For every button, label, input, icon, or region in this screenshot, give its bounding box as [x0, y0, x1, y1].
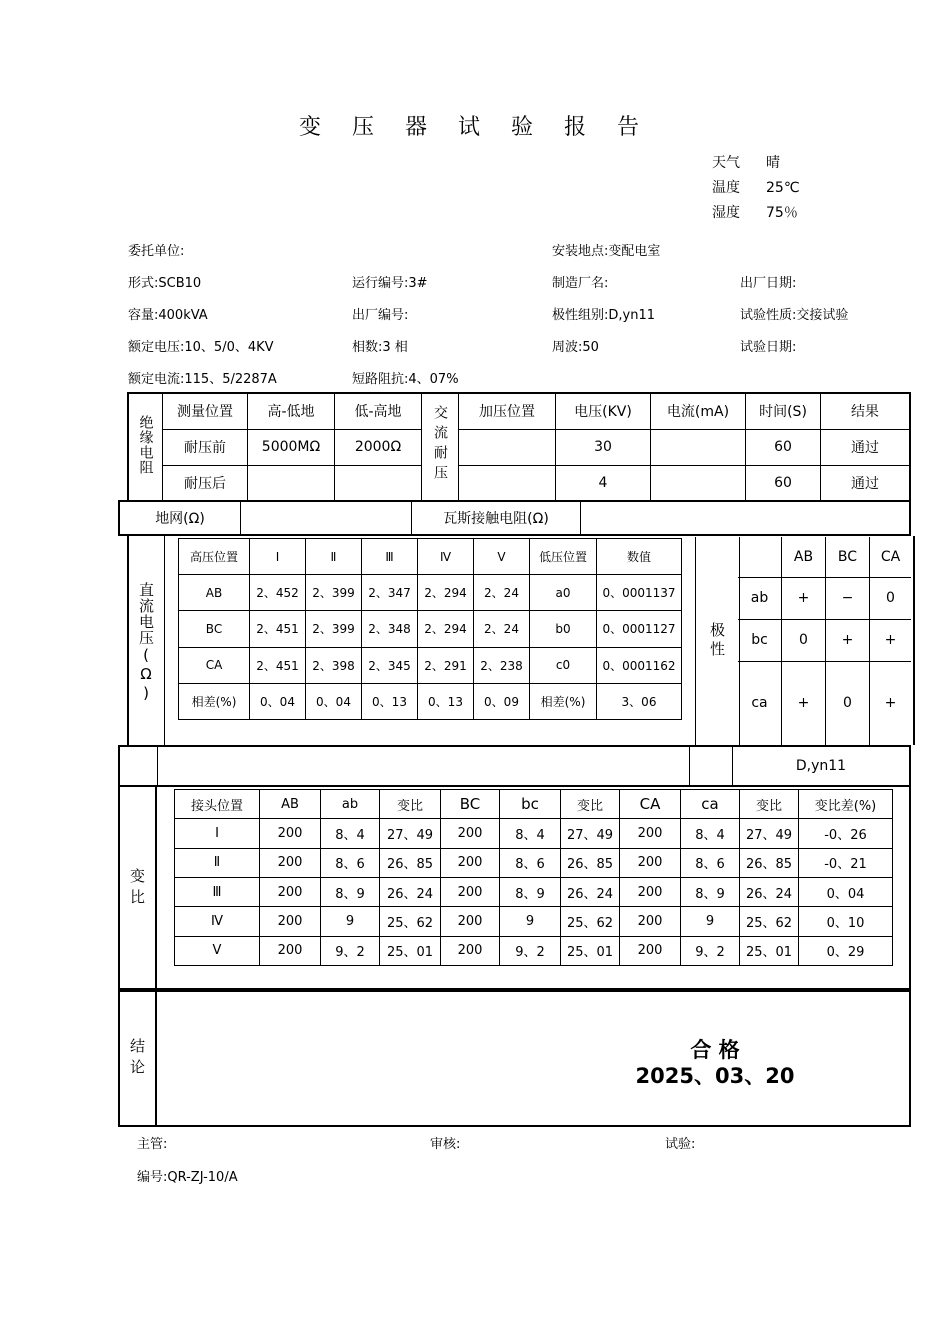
- cell: 25、01: [740, 936, 799, 965]
- document-code: 编号:QR-ZJ-10/A: [137, 1170, 238, 1185]
- cell: 0: [826, 661, 870, 745]
- polarity-corner: [738, 537, 782, 577]
- cell: 8、6: [500, 848, 561, 877]
- dc-header: Ⅲ: [362, 539, 418, 575]
- header-high-low: 高-低地: [248, 393, 335, 429]
- cell: 9、2: [321, 936, 380, 965]
- cell-voltage: 4: [556, 465, 651, 501]
- cell: 26、24: [561, 877, 620, 906]
- cell: 200: [441, 877, 500, 906]
- table-row: [738, 577, 911, 619]
- cell: 25、62: [561, 907, 620, 936]
- table-row: [179, 647, 682, 683]
- cell-current: [651, 429, 746, 465]
- cell: Ⅰ: [175, 819, 260, 848]
- table-row: [179, 575, 682, 611]
- cell: 27、49: [740, 819, 799, 848]
- capacity: 容量:400kVA: [128, 308, 208, 323]
- cell: -0、26: [799, 819, 893, 848]
- cell: 200: [620, 936, 681, 965]
- table-row: [128, 465, 910, 501]
- cell: +: [826, 619, 870, 661]
- cell-time: 60: [746, 429, 821, 465]
- header-apply-position: 加压位置: [459, 393, 556, 429]
- cell: 26、85: [740, 848, 799, 877]
- cell: 25、01: [561, 936, 620, 965]
- polarity-header: AB: [782, 537, 826, 577]
- conclusion-result: 合 格: [690, 1038, 740, 1062]
- cell: 200: [620, 848, 681, 877]
- cell-voltage: 30: [556, 429, 651, 465]
- header-measure-position: 测量位置: [163, 393, 248, 429]
- cell: 26、85: [561, 848, 620, 877]
- cell: 9: [500, 907, 561, 936]
- ratio-header: 变比: [380, 790, 441, 819]
- polarity-table: [738, 537, 911, 745]
- weather-value: 晴: [766, 155, 780, 171]
- cell: 8、4: [321, 819, 380, 848]
- cell: 3、06: [597, 683, 682, 719]
- cell: 2、291: [418, 647, 474, 683]
- cell: +: [870, 619, 912, 661]
- cell: 0、04: [250, 683, 306, 719]
- ratio-header: ab: [321, 790, 380, 819]
- cell: 8、6: [681, 848, 740, 877]
- cell: 200: [260, 848, 321, 877]
- cell: 相差(%): [530, 683, 597, 719]
- polarity-header: BC: [826, 537, 870, 577]
- run-number: 运行编号:3#: [352, 276, 428, 291]
- ratio-header: 变比差(%): [799, 790, 893, 819]
- rated-current: 额定电流:115、5/2287A: [128, 372, 277, 387]
- cell: 0、0001127: [597, 611, 682, 647]
- ratio-section-label: 变比: [128, 867, 146, 910]
- polarity-section-label: 极性: [695, 537, 740, 745]
- test-nature: 试验性质:交接试验: [740, 308, 849, 323]
- cell: 8、9: [321, 877, 380, 906]
- cell: Ⅱ: [175, 848, 260, 877]
- header-current: 电流(mA): [651, 393, 746, 429]
- cell: 2、399: [306, 575, 362, 611]
- cell: c0: [530, 647, 597, 683]
- ratio-header: 接头位置: [175, 790, 260, 819]
- cell: 200: [620, 907, 681, 936]
- cell: 2、294: [418, 611, 474, 647]
- table-row: [175, 848, 893, 877]
- cell: +: [782, 661, 826, 745]
- dc-section-label: 直流电压(Ω): [137, 582, 155, 703]
- cell: bc: [738, 619, 782, 661]
- table-row: [738, 661, 911, 745]
- dc-header: Ⅴ: [474, 539, 530, 575]
- table-row: [175, 907, 893, 936]
- cell: 9: [321, 907, 380, 936]
- cell-current: [651, 465, 746, 501]
- cell: 0、10: [799, 907, 893, 936]
- factory-number: 出厂编号:: [352, 308, 409, 323]
- ratio-header: 变比: [561, 790, 620, 819]
- ratio-header: AB: [260, 790, 321, 819]
- cell: 2、452: [250, 575, 306, 611]
- dc-header: Ⅱ: [306, 539, 362, 575]
- cell: ca: [738, 661, 782, 745]
- rated-voltage: 额定电压:10、5/0、4KV: [128, 340, 274, 355]
- cell: +: [870, 661, 912, 745]
- cell: 0、0001162: [597, 647, 682, 683]
- cell: 200: [441, 819, 500, 848]
- cell: BC: [179, 611, 250, 647]
- cell: AB: [179, 575, 250, 611]
- install-location: 安装地点:变配电室: [552, 244, 661, 259]
- header-low-high: 低-高地: [335, 393, 422, 429]
- model: 形式:SCB10: [128, 276, 202, 291]
- cell: 200: [620, 819, 681, 848]
- row-label: 耐压后: [163, 465, 248, 501]
- cell: 26、24: [380, 877, 441, 906]
- cell: -0、21: [799, 848, 893, 877]
- cell: 相差(%): [179, 683, 250, 719]
- dc-header: Ⅳ: [418, 539, 474, 575]
- cell: 200: [441, 907, 500, 936]
- cell: Ⅴ: [175, 936, 260, 965]
- cell: +: [782, 577, 826, 619]
- cell-time: 60: [746, 465, 821, 501]
- cell: 2、398: [306, 647, 362, 683]
- cell: 0: [870, 577, 912, 619]
- cell: 8、6: [321, 848, 380, 877]
- humidity-label: 湿度: [712, 205, 740, 221]
- header-voltage: 电压(KV): [556, 393, 651, 429]
- cell: 0、29: [799, 936, 893, 965]
- supervisor-signature: 主管:: [137, 1137, 168, 1152]
- short-circuit-impedance: 短路阻抗:4、07%: [352, 372, 459, 387]
- cell: Ⅳ: [175, 907, 260, 936]
- cell: 2、399: [306, 611, 362, 647]
- cell: 0、09: [474, 683, 530, 719]
- table-row: [175, 819, 893, 848]
- cell: 2、347: [362, 575, 418, 611]
- cell: 2、345: [362, 647, 418, 683]
- page-title: 变 压 器 试 验 报 告: [299, 115, 651, 140]
- dc-header: 高压位置: [179, 539, 250, 575]
- cell-high-low: [248, 465, 335, 501]
- polarity-group: 极性组别:D,yn11: [552, 308, 655, 323]
- reviewer-signature: 审核:: [430, 1137, 461, 1152]
- cell: a0: [530, 575, 597, 611]
- cell: 9: [681, 907, 740, 936]
- gas-contact-label: 瓦斯接触电阻(Ω): [412, 501, 581, 535]
- weather-label: 天气: [712, 155, 740, 171]
- cell-apply-position: [459, 465, 556, 501]
- table-row: [738, 619, 911, 661]
- cell: 2、451: [250, 611, 306, 647]
- cell: 200: [441, 936, 500, 965]
- cell: 9、2: [681, 936, 740, 965]
- conclusion-frame: [118, 990, 911, 1127]
- dc-resistance-table: [178, 538, 682, 720]
- temperature-label: 温度: [712, 180, 740, 196]
- cell-low-high: 2000Ω: [335, 429, 422, 465]
- cell: 25、62: [740, 907, 799, 936]
- cell-low-high: [335, 465, 422, 501]
- cell: 0、04: [306, 683, 362, 719]
- cell: 8、4: [681, 819, 740, 848]
- frequency: 周波:50: [552, 340, 599, 355]
- cell: 25、62: [380, 907, 441, 936]
- gas-contact-value: [581, 501, 911, 535]
- cell: 200: [260, 877, 321, 906]
- cell: 9、2: [500, 936, 561, 965]
- phases: 相数:3 相: [352, 340, 408, 355]
- cell: 2、238: [474, 647, 530, 683]
- cell-result: 通过: [821, 429, 911, 465]
- cell: 2、24: [474, 575, 530, 611]
- client: 委托单位:: [128, 244, 185, 259]
- polarity-group-value: D,yn11: [733, 746, 911, 786]
- conclusion-section-label: 结论: [128, 1037, 146, 1080]
- table-row: [175, 936, 893, 965]
- cell: 8、4: [500, 819, 561, 848]
- cell: 27、49: [380, 819, 441, 848]
- cell: 8、9: [681, 877, 740, 906]
- ratio-header: BC: [441, 790, 500, 819]
- cell: 2、24: [474, 611, 530, 647]
- group-row: [118, 745, 911, 787]
- cell-apply-position: [459, 429, 556, 465]
- dc-header: 低压位置: [530, 539, 597, 575]
- cell: 26、85: [380, 848, 441, 877]
- humidity-value: 75％: [766, 205, 798, 221]
- cell: −: [826, 577, 870, 619]
- ratio-header: ca: [681, 790, 740, 819]
- cell-result: 通过: [821, 465, 911, 501]
- cell: 2、348: [362, 611, 418, 647]
- cell: 0、04: [799, 877, 893, 906]
- ac-withstand-label: 交流耐压: [422, 393, 459, 501]
- cell: 0、13: [362, 683, 418, 719]
- factory-date: 出厂日期:: [740, 276, 797, 291]
- cell-high-low: 5000MΩ: [248, 429, 335, 465]
- cell: CA: [179, 647, 250, 683]
- weather-block: [712, 152, 800, 227]
- ratio-header: bc: [500, 790, 561, 819]
- polarity-header: CA: [870, 537, 912, 577]
- cell: 200: [441, 848, 500, 877]
- insulation-table: [127, 392, 911, 502]
- table-row: [179, 611, 682, 647]
- ground-label: 地网(Ω): [119, 501, 241, 535]
- cell: 200: [260, 936, 321, 965]
- cell: 200: [620, 877, 681, 906]
- dc-header: 数值: [597, 539, 682, 575]
- test-date: 试验日期:: [740, 340, 797, 355]
- cell: 26、24: [740, 877, 799, 906]
- cell: b0: [530, 611, 597, 647]
- header-time: 时间(S): [746, 393, 821, 429]
- table-row: [179, 683, 682, 719]
- ground-value: [241, 501, 412, 535]
- manufacturer: 制造厂名:: [552, 276, 609, 291]
- cell: 0、0001137: [597, 575, 682, 611]
- cell: 25、01: [380, 936, 441, 965]
- tester-signature: 试验:: [665, 1137, 696, 1152]
- row-label: 耐压前: [163, 429, 248, 465]
- cell: Ⅲ: [175, 877, 260, 906]
- temperature-value: 25℃: [766, 180, 800, 196]
- cell: 27、49: [561, 819, 620, 848]
- cell: 8、9: [500, 877, 561, 906]
- cell: 0: [782, 619, 826, 661]
- table-row: [175, 877, 893, 906]
- cell: 2、294: [418, 575, 474, 611]
- ratio-header: CA: [620, 790, 681, 819]
- ratio-header: 变比: [740, 790, 799, 819]
- cell: 2、451: [250, 647, 306, 683]
- insulation-section-label: 绝缘电阻: [128, 393, 163, 501]
- table-row: [128, 429, 910, 465]
- header-result: 结果: [821, 393, 911, 429]
- cell: 200: [260, 907, 321, 936]
- cell: 200: [260, 819, 321, 848]
- cell: 0、13: [418, 683, 474, 719]
- conclusion-date: 2025、03、20: [635, 1064, 795, 1088]
- cell: ab: [738, 577, 782, 619]
- ratio-table: [174, 789, 893, 966]
- ground-row: [118, 500, 911, 536]
- dc-header: Ⅰ: [250, 539, 306, 575]
